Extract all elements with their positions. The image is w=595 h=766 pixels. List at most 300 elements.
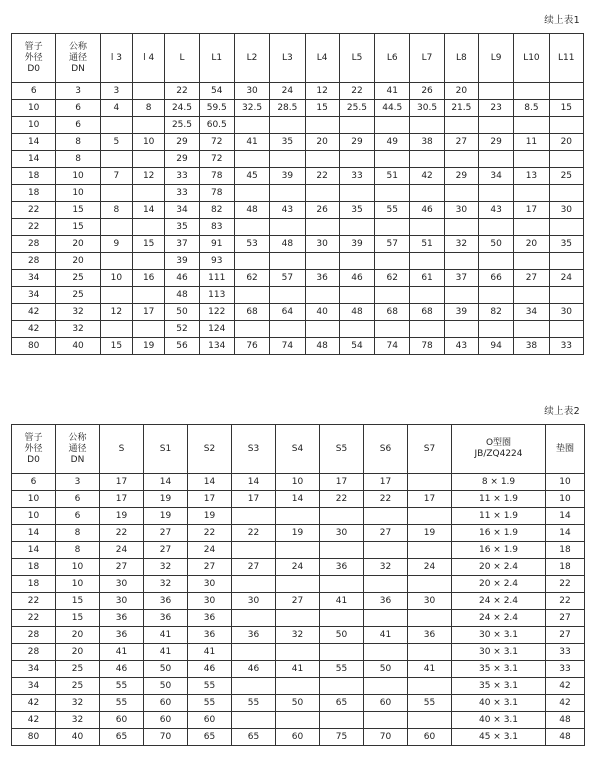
table-cell: 14 <box>546 508 585 525</box>
column-header-line: DN <box>71 63 85 74</box>
column-header-line: L6 <box>386 52 398 63</box>
table-row <box>12 202 584 219</box>
column-header <box>305 34 339 83</box>
table-cell: 29 <box>165 134 199 151</box>
table-cell: 8 <box>100 202 132 219</box>
table-cell: 5 <box>100 134 132 151</box>
table-cell: 43 <box>444 338 478 355</box>
table-cell <box>410 117 444 134</box>
table-cell: 55 <box>100 678 144 695</box>
table-cell: 24 × 2.4 <box>452 610 546 627</box>
table-cell: 64 <box>270 304 305 321</box>
table-cell: 42 <box>410 168 444 185</box>
table-cell: 10 <box>546 474 585 491</box>
table-cell: 50 <box>165 304 199 321</box>
table-cell <box>375 253 410 270</box>
column-header-line: O型圈 <box>485 438 512 448</box>
table-cell <box>549 287 583 304</box>
table-cell <box>444 321 478 338</box>
table-cell: 36 <box>188 610 232 627</box>
column-header-line: 公称 <box>69 41 88 52</box>
table-cell <box>375 185 410 202</box>
table-row <box>12 644 585 661</box>
table-cell <box>410 321 444 338</box>
table-cell: 14 <box>12 542 56 559</box>
table-cell <box>320 610 364 627</box>
table-cell: 68 <box>375 304 410 321</box>
column-header <box>133 34 165 83</box>
table-cell: 20 <box>56 644 100 661</box>
table-cell: 29 <box>165 151 199 168</box>
table-cell <box>305 287 339 304</box>
column-header-line: S3 <box>247 443 260 454</box>
table-cell: 33 <box>546 661 585 678</box>
table-cell: 50 <box>320 627 364 644</box>
column-header-line: JB/ZQ4224 <box>474 449 523 459</box>
table-cell: 10 <box>546 491 585 508</box>
table-cell <box>478 83 513 100</box>
table-cell <box>305 185 339 202</box>
table-cell: 11 <box>514 134 549 151</box>
table-cell <box>232 610 276 627</box>
table-cell <box>410 219 444 236</box>
column-header <box>56 425 100 474</box>
table-cell: 24 <box>408 559 452 576</box>
table-cell <box>478 253 513 270</box>
table-cell: 36 <box>188 627 232 644</box>
table-cell: 50 <box>478 236 513 253</box>
table-cell: 26 <box>305 202 339 219</box>
table-cell: 49 <box>375 134 410 151</box>
table-cell: 38 <box>410 134 444 151</box>
table-cell: 20 <box>549 134 583 151</box>
table-row <box>12 508 585 525</box>
table-cell <box>478 117 513 134</box>
table-cell: 93 <box>199 253 234 270</box>
table-cell <box>549 151 583 168</box>
table2-caption: 续上表2 <box>544 406 580 417</box>
table-row <box>12 661 585 678</box>
table-cell: 12 <box>305 83 339 100</box>
table-cell <box>478 321 513 338</box>
table-cell: 34 <box>478 168 513 185</box>
table-cell: 74 <box>270 338 305 355</box>
table-cell: 39 <box>444 304 478 321</box>
column-header-line: L5 <box>351 52 363 63</box>
table-cell: 57 <box>375 236 410 253</box>
table-cell: 10 <box>12 100 56 117</box>
table-cell: 6 <box>56 117 100 134</box>
table-cell: 15 <box>56 202 100 219</box>
table-cell: 40 <box>56 729 100 746</box>
column-header <box>234 34 269 83</box>
table-cell: 20 <box>56 253 100 270</box>
table-cell: 14 <box>12 151 56 168</box>
table-cell: 83 <box>199 219 234 236</box>
table-cell <box>232 712 276 729</box>
table-cell: 20 <box>56 236 100 253</box>
table-cell: 91 <box>199 236 234 253</box>
table-cell <box>375 321 410 338</box>
table-cell <box>276 712 320 729</box>
table-row <box>12 185 584 202</box>
table-cell: 37 <box>165 236 199 253</box>
table-cell: 82 <box>478 304 513 321</box>
table-cell <box>320 508 364 525</box>
column-header <box>364 425 408 474</box>
table-cell: 34 <box>514 304 549 321</box>
table-cell: 3 <box>56 83 100 100</box>
table-cell: 40 × 3.1 <box>452 695 546 712</box>
table-cell: 59.5 <box>199 100 234 117</box>
column-header-line: 管子 <box>24 41 43 52</box>
table-cell: 45 × 3.1 <box>452 729 546 746</box>
table-cell: 42 <box>546 678 585 695</box>
table-row <box>12 712 585 729</box>
table-cell: 27 <box>144 542 188 559</box>
table-cell: 20 <box>444 83 478 100</box>
table-cell <box>364 678 408 695</box>
table-cell <box>514 151 549 168</box>
table-cell: 74 <box>375 338 410 355</box>
table-cell: 15 <box>133 236 165 253</box>
table-cell <box>234 185 269 202</box>
table-cell: 14 <box>12 525 56 542</box>
table-cell: 22 <box>339 83 374 100</box>
table-cell <box>549 253 583 270</box>
column-header-line: S1 <box>159 443 172 454</box>
table-cell: 30 <box>188 576 232 593</box>
table-cell: 22 <box>305 168 339 185</box>
table-cell: 6 <box>56 100 100 117</box>
table-cell <box>375 151 410 168</box>
table-cell: 60 <box>188 712 232 729</box>
table-cell: 55 <box>100 695 144 712</box>
table-cell: 60 <box>408 729 452 746</box>
table-cell: 78 <box>199 168 234 185</box>
table-cell <box>234 117 269 134</box>
table-cell: 10 <box>56 185 100 202</box>
table-cell <box>133 151 165 168</box>
table-cell: 36 <box>100 610 144 627</box>
table-cell <box>410 185 444 202</box>
table-cell: 80 <box>12 729 56 746</box>
table-cell <box>408 542 452 559</box>
table-cell: 66 <box>478 270 513 287</box>
table-cell <box>276 678 320 695</box>
table-cell: 24 <box>276 559 320 576</box>
table-cell: 55 <box>375 202 410 219</box>
table-cell: 22 <box>546 576 585 593</box>
table-cell: 7 <box>100 168 132 185</box>
table-cell <box>478 151 513 168</box>
table-cell <box>270 219 305 236</box>
table-cell: 32 <box>56 304 100 321</box>
table-row <box>12 134 584 151</box>
table-cell <box>270 321 305 338</box>
table-cell: 48 <box>234 202 269 219</box>
table-cell <box>270 117 305 134</box>
table-cell: 40 × 3.1 <box>452 712 546 729</box>
table-cell <box>514 83 549 100</box>
table-cell: 21.5 <box>444 100 478 117</box>
table-cell: 55 <box>188 678 232 695</box>
table-cell: 15 <box>56 219 100 236</box>
table-cell: 28 <box>12 644 56 661</box>
table-cell: 40 <box>56 338 100 355</box>
table-row <box>12 83 584 100</box>
table-cell: 36 <box>320 559 364 576</box>
table-cell: 28 <box>12 236 56 253</box>
table-cell: 39 <box>339 236 374 253</box>
table-cell: 6 <box>56 508 100 525</box>
table-cell: 18 <box>12 576 56 593</box>
table-cell <box>364 712 408 729</box>
table-cell: 55 <box>188 695 232 712</box>
table-cell: 30 × 3.1 <box>452 627 546 644</box>
table-cell <box>408 644 452 661</box>
column-header <box>12 34 56 83</box>
table-cell: 10 <box>12 508 56 525</box>
table-cell: 41 <box>144 627 188 644</box>
table-cell: 30 <box>549 202 583 219</box>
table-cell: 113 <box>199 287 234 304</box>
column-header-line: l 3 <box>110 52 122 63</box>
column-header <box>514 34 549 83</box>
table-cell: 16 × 1.9 <box>452 542 546 559</box>
table-cell: 60 <box>144 695 188 712</box>
column-header <box>100 34 132 83</box>
table-cell: 50 <box>144 661 188 678</box>
table-cell <box>234 219 269 236</box>
table-cell: 36 <box>232 627 276 644</box>
table-cell: 50 <box>364 661 408 678</box>
table-cell: 72 <box>199 134 234 151</box>
column-header <box>546 425 585 474</box>
table-cell: 17 <box>320 474 364 491</box>
table-cell <box>408 610 452 627</box>
table-cell: 6 <box>12 83 56 100</box>
table-cell: 124 <box>199 321 234 338</box>
table-cell: 17 <box>514 202 549 219</box>
table-cell: 82 <box>199 202 234 219</box>
table-cell <box>232 542 276 559</box>
table-cell: 30 <box>408 593 452 610</box>
table-cell: 22 <box>12 202 56 219</box>
table-cell: 42 <box>546 695 585 712</box>
table-cell <box>305 151 339 168</box>
table-cell: 15 <box>56 593 100 610</box>
table-cell: 46 <box>100 661 144 678</box>
table-cell: 33 <box>165 185 199 202</box>
table-cell: 30 <box>100 576 144 593</box>
table-cell <box>305 219 339 236</box>
table-cell: 80 <box>12 338 56 355</box>
table-cell: 19 <box>100 508 144 525</box>
table-cell: 12 <box>100 304 132 321</box>
table-cell <box>305 253 339 270</box>
table-cell <box>133 117 165 134</box>
table-cell: 68 <box>234 304 269 321</box>
column-header-line: 管子 <box>24 432 43 443</box>
table-cell: 8 <box>133 100 165 117</box>
table-cell <box>364 644 408 661</box>
table-cell: 34 <box>12 661 56 678</box>
table-cell: 24 <box>549 270 583 287</box>
table-cell: 55 <box>408 695 452 712</box>
table-row <box>12 559 585 576</box>
table-cell: 55 <box>232 695 276 712</box>
table-cell: 23 <box>478 100 513 117</box>
table-cell: 11 × 1.9 <box>452 508 546 525</box>
table-cell: 18 <box>12 185 56 202</box>
table-cell: 65 <box>320 695 364 712</box>
table-cell: 33 <box>165 168 199 185</box>
table-cell <box>270 287 305 304</box>
table-cell <box>444 287 478 304</box>
column-header <box>444 34 478 83</box>
table-cell: 30 <box>320 525 364 542</box>
column-header <box>144 425 188 474</box>
table-cell: 48 <box>165 287 199 304</box>
table-cell: 32.5 <box>234 100 269 117</box>
column-header-line: L8 <box>455 52 467 63</box>
table-cell: 25 <box>56 661 100 678</box>
table-cell: 43 <box>478 202 513 219</box>
table-cell <box>514 253 549 270</box>
table-cell: 18 <box>12 559 56 576</box>
column-header-line: L9 <box>490 52 502 63</box>
table-cell: 10 <box>276 474 320 491</box>
table-cell: 16 × 1.9 <box>452 525 546 542</box>
column-header <box>320 425 364 474</box>
table-cell: 30 <box>232 593 276 610</box>
table-cell: 62 <box>234 270 269 287</box>
table-cell: 60.5 <box>199 117 234 134</box>
table-cell <box>133 287 165 304</box>
table-cell: 41 <box>375 83 410 100</box>
table-cell <box>276 508 320 525</box>
table-cell: 20 <box>514 236 549 253</box>
table-cell: 27 <box>188 559 232 576</box>
table-cell <box>270 185 305 202</box>
table-cell <box>339 151 374 168</box>
table-cell: 22 <box>12 593 56 610</box>
table-cell: 41 <box>408 661 452 678</box>
table-cell <box>514 185 549 202</box>
table-cell: 36 <box>100 627 144 644</box>
table-row <box>12 678 585 695</box>
column-header <box>56 34 100 83</box>
column-header <box>339 34 374 83</box>
table-cell: 22 <box>188 525 232 542</box>
table-cell: 27 <box>514 270 549 287</box>
table-cell: 42 <box>12 304 56 321</box>
table-cell <box>514 287 549 304</box>
table-cell: 36 <box>364 593 408 610</box>
table-cell: 68 <box>410 304 444 321</box>
table-cell: 32 <box>56 321 100 338</box>
table-cell <box>408 712 452 729</box>
table-cell: 41 <box>234 134 269 151</box>
column-header-line: 公称 <box>68 432 87 443</box>
table-cell: 48 <box>305 338 339 355</box>
table-cell: 48 <box>546 712 585 729</box>
table-cell: 30 <box>305 236 339 253</box>
table-cell <box>549 219 583 236</box>
table-cell <box>270 253 305 270</box>
table-cell: 20 × 2.4 <box>452 576 546 593</box>
column-header <box>375 34 410 83</box>
column-header <box>452 425 546 474</box>
table-cell <box>100 321 132 338</box>
column-header-line: S5 <box>335 443 348 454</box>
table-cell: 41 <box>276 661 320 678</box>
table-cell: 39 <box>165 253 199 270</box>
column-header-line: L10 <box>523 52 540 63</box>
table-cell: 46 <box>410 202 444 219</box>
table-cell: 22 <box>100 525 144 542</box>
table-cell <box>232 644 276 661</box>
table-cell: 8 <box>56 525 100 542</box>
table-cell: 9 <box>100 236 132 253</box>
table-cell: 15 <box>305 100 339 117</box>
column-header-line: D0 <box>27 454 40 465</box>
table-cell: 27 <box>276 593 320 610</box>
column-header-line: 垫圈 <box>555 443 574 454</box>
table-cell <box>408 474 452 491</box>
table-cell: 46 <box>232 661 276 678</box>
table-cell <box>444 253 478 270</box>
column-header-line: L4 <box>316 52 328 63</box>
table-cell <box>276 644 320 661</box>
table-cell: 48 <box>339 304 374 321</box>
table-cell: 3 <box>100 83 132 100</box>
table-cell: 60 <box>144 712 188 729</box>
table-cell <box>408 508 452 525</box>
table-cell: 53 <box>234 236 269 253</box>
table-cell <box>100 185 132 202</box>
table-cell: 25 <box>549 168 583 185</box>
table-cell: 24.5 <box>165 100 199 117</box>
table-cell: 65 <box>188 729 232 746</box>
column-header-line: L1 <box>211 52 223 63</box>
column-header-line: L7 <box>421 52 433 63</box>
table-cell: 22 <box>546 593 585 610</box>
table-row <box>12 474 585 491</box>
table-cell: 70 <box>364 729 408 746</box>
table-cell: 35 × 3.1 <box>452 661 546 678</box>
column-header-line: S7 <box>423 443 436 454</box>
column-header <box>408 425 452 474</box>
table-cell: 32 <box>56 695 100 712</box>
table-cell <box>234 321 269 338</box>
table-cell: 42 <box>12 321 56 338</box>
table-cell <box>478 287 513 304</box>
table-cell: 55 <box>320 661 364 678</box>
table-cell <box>408 678 452 695</box>
table-cell: 50 <box>276 695 320 712</box>
column-header <box>232 425 276 474</box>
table-cell: 32 <box>56 712 100 729</box>
table-cell: 134 <box>199 338 234 355</box>
table-cell: 35 <box>549 236 583 253</box>
table-cell: 41 <box>188 644 232 661</box>
table-cell: 27 <box>546 627 585 644</box>
table-row <box>12 253 584 270</box>
table-cell: 61 <box>410 270 444 287</box>
column-header-line: DN <box>70 454 85 465</box>
